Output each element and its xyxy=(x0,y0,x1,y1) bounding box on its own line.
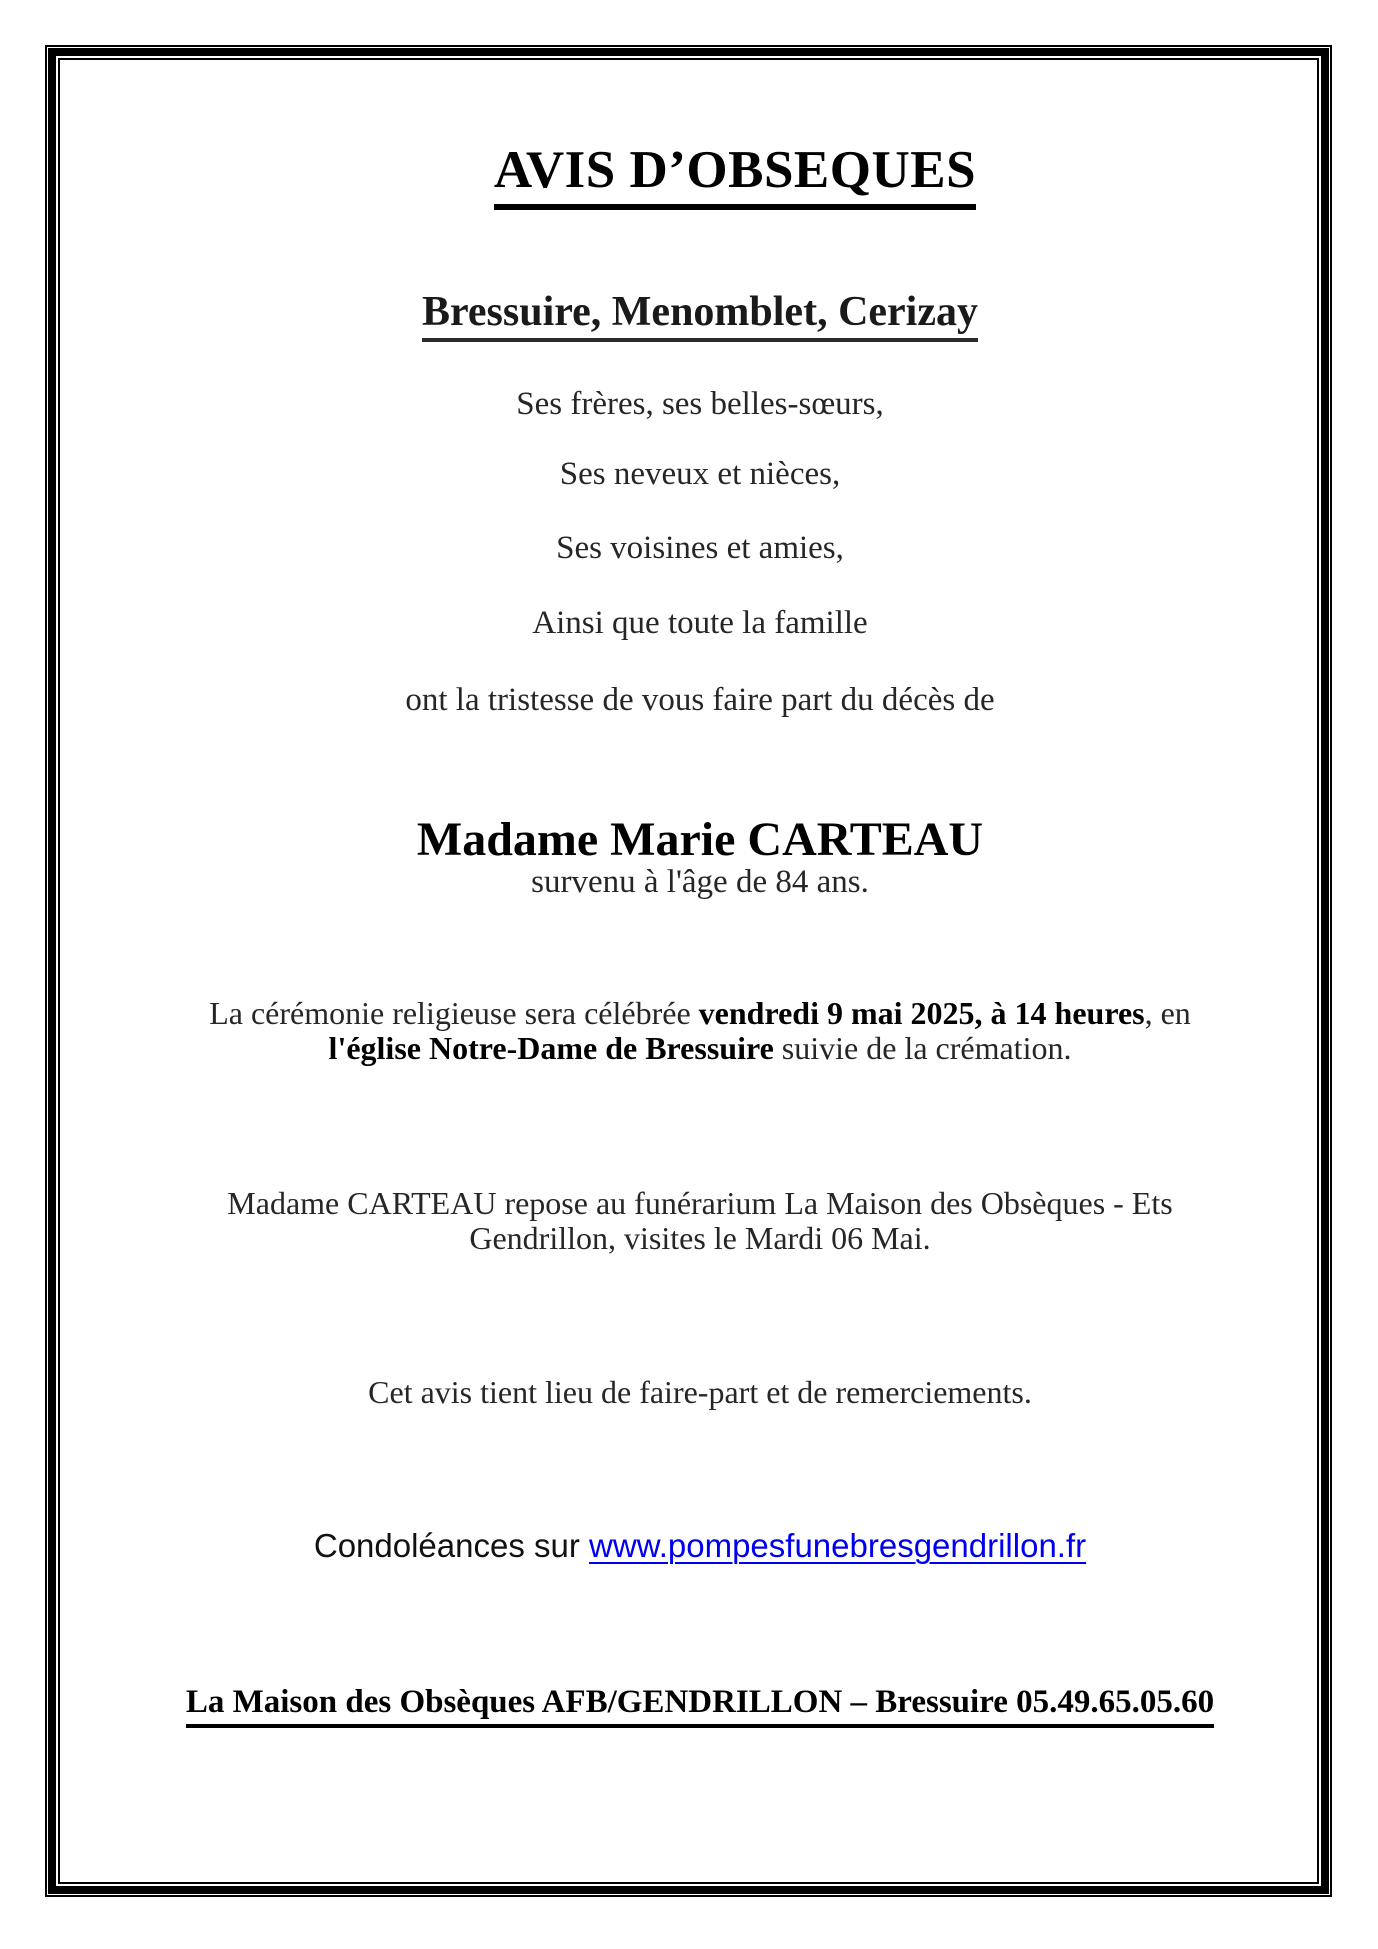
ceremony-prefix: La cérémonie religieuse sera célébrée xyxy=(209,995,691,1031)
family-line: Ses neveux et nièces, xyxy=(559,456,841,492)
family-announcement-line: ont la tristesse de vous faire part du décès de xyxy=(405,682,995,718)
deceased-age-line: survenu à l'âge de 84 ans. xyxy=(531,864,869,900)
funeral-home-footer xyxy=(160,1684,1240,1721)
ceremony-suffix: suivie de la crémation. xyxy=(781,1030,1072,1066)
condolences-line xyxy=(160,1528,1240,1564)
funeral-home-footer-text: La Maison des Obsèques AFB/GENDRILLON – Bressuire 05.49.65.05.60 xyxy=(186,1684,1214,1728)
repose-line2: Gendrillon, visites le Mardi 06 Mai. xyxy=(469,1220,931,1256)
repose-paragraph xyxy=(160,1186,1240,1256)
condolences-link[interactable]: www.pompesfunebresgendrillon.fr xyxy=(589,1527,1087,1564)
ceremony-mid: , en xyxy=(1144,995,1191,1031)
family-line: Ses frères, ses belles-sœurs, xyxy=(516,386,884,422)
ceremony-paragraph xyxy=(160,996,1240,1066)
ceremony-church: l'église Notre-Dame de Bressuire xyxy=(328,1030,774,1066)
cities-subtitle-text: Bressuire, Menomblet, Cerizay xyxy=(422,289,978,342)
deceased-name: Madame Marie CARTEAU xyxy=(416,813,984,866)
family-line: Ses voisines et amies, xyxy=(556,530,844,566)
page-title xyxy=(160,140,1240,200)
repose-line1: Madame CARTEAU repose au funérarium La Maison des Obsèques - Ets xyxy=(227,1185,1173,1221)
notice-line: Cet avis tient lieu de faire-part et de remerciements. xyxy=(368,1374,1032,1410)
page-title-text: AVIS D’OBSEQUES xyxy=(494,141,976,210)
document-content xyxy=(160,0,1240,1949)
family-line: Ainsi que toute la famille xyxy=(532,605,868,641)
ceremony-datetime: vendredi 9 mai 2025, à 14 heures xyxy=(698,995,1145,1031)
cities-subtitle xyxy=(160,288,1240,336)
condolences-prefix: Condoléances sur xyxy=(313,1527,580,1564)
